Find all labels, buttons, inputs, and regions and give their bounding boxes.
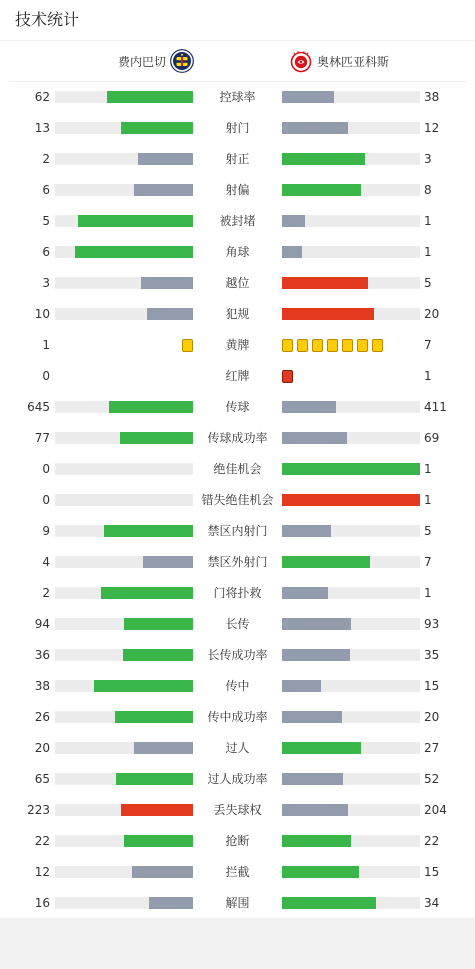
away-stat-bar — [282, 897, 376, 909]
away-stat-bar — [282, 866, 359, 878]
away-stat-bar-track — [282, 463, 420, 475]
yellow-card-icon — [312, 339, 323, 352]
panel-title: 技术统计 — [15, 10, 80, 29]
home-stat-bar-track — [55, 463, 193, 475]
away-stat-value: 22 — [424, 834, 440, 848]
stat-label: 长传 — [225, 617, 250, 631]
home-stat-value: 0 — [42, 493, 50, 507]
home-stat-value: 645 — [27, 400, 50, 414]
home-stat-value: 9 — [42, 524, 50, 538]
away-stat-bar-track — [282, 277, 420, 289]
away-stat-bar-track — [282, 556, 420, 568]
home-stat-bar-track — [55, 618, 193, 630]
home-stat-bar — [147, 308, 193, 320]
away-stat-bar — [282, 556, 370, 568]
away-stat-value: 20 — [424, 307, 440, 321]
home-stat-value: 13 — [34, 121, 50, 135]
away-stat-bar-track — [282, 122, 420, 134]
stat-row — [0, 645, 475, 665]
away-stat-bar-track — [282, 773, 420, 785]
away-stat-value: 7 — [424, 338, 432, 352]
away-stat-value: 38 — [424, 90, 440, 104]
olympiacos-crest-icon — [289, 49, 313, 73]
home-stat-bar-track — [55, 432, 193, 444]
away-stat-bar — [282, 246, 302, 258]
away-stat-bar-track — [282, 587, 420, 599]
away-stat-bar — [282, 711, 342, 723]
home-stat-bar — [75, 246, 193, 258]
home-stat-bar-track — [55, 866, 193, 878]
away-stat-value: 20 — [424, 710, 440, 724]
home-stat-value: 65 — [34, 772, 50, 786]
away-stat-value: 12 — [424, 121, 440, 135]
home-stat-bar-track — [55, 835, 193, 847]
away-stat-value: 5 — [424, 524, 432, 538]
home-stat-value: 2 — [42, 152, 50, 166]
home-stat-value: 3 — [42, 276, 50, 290]
home-stat-value: 6 — [42, 183, 50, 197]
home-stat-value: 0 — [42, 462, 50, 476]
away-stat-bar-track — [282, 215, 420, 227]
stat-label: 传球 — [225, 400, 250, 414]
header-divider — [9, 81, 466, 82]
stat-row — [0, 211, 475, 231]
away-stat-bar — [282, 401, 336, 413]
stat-label: 过人 — [225, 741, 250, 755]
away-stat-bar — [282, 587, 328, 599]
home-stat-value: 4 — [42, 555, 50, 569]
away-stat-value: 27 — [424, 741, 440, 755]
away-stat-bar — [282, 463, 420, 475]
away-stat-bar-track — [282, 308, 420, 320]
home-stat-value: 36 — [34, 648, 50, 662]
away-stat-value: 5 — [424, 276, 432, 290]
away-stat-bar-track — [282, 401, 420, 413]
away-stat-value: 93 — [424, 617, 440, 631]
stat-row — [0, 614, 475, 634]
home-stat-bar — [141, 277, 193, 289]
away-stat-bar — [282, 308, 374, 320]
away-stat-bar-track — [282, 897, 420, 909]
away-stat-bar-track — [282, 432, 420, 444]
stat-label: 传中成功率 — [207, 710, 268, 724]
home-stat-bar-track — [55, 773, 193, 785]
stat-row — [0, 738, 475, 758]
home-stat-value: 0 — [42, 369, 50, 383]
stat-row — [0, 242, 475, 262]
home-stat-bar-track — [55, 401, 193, 413]
stat-row — [0, 459, 475, 479]
home-stat-bar — [138, 153, 193, 165]
away-stat-bar — [282, 432, 347, 444]
yellow-card-icon — [372, 339, 383, 352]
stat-label: 射偏 — [225, 183, 250, 197]
away-stat-bar-track — [282, 184, 420, 196]
away-stat-bar-track — [282, 742, 420, 754]
stat-row — [0, 180, 475, 200]
away-stat-bar-track — [282, 153, 420, 165]
stat-label: 解围 — [225, 896, 250, 910]
yellow-card-icon — [357, 339, 368, 352]
home-stat-bar — [104, 525, 193, 537]
away-stat-value: 1 — [424, 493, 432, 507]
home-stat-bar — [121, 122, 193, 134]
stat-row — [0, 87, 475, 107]
away-stat-bar-track — [282, 618, 420, 630]
away-stat-bar-track — [282, 91, 420, 103]
home-stat-bar-track — [55, 897, 193, 909]
away-stat-bar-track — [282, 711, 420, 723]
stat-label: 黄牌 — [225, 338, 250, 352]
stat-label: 被封堵 — [219, 214, 256, 228]
stat-label: 长传成功率 — [207, 648, 268, 662]
away-stat-value: 8 — [424, 183, 432, 197]
home-stat-bar-track — [55, 680, 193, 692]
home-stat-value: 26 — [34, 710, 50, 724]
home-stat-bar — [123, 649, 193, 661]
away-stat-bar — [282, 153, 365, 165]
stat-row — [0, 428, 475, 448]
home-stat-bar — [132, 866, 193, 878]
stat-row — [0, 118, 475, 138]
home-stat-value: 94 — [34, 617, 50, 631]
away-stat-value: 15 — [424, 865, 440, 879]
yellow-card-icon — [297, 339, 308, 352]
yellow-card-icon — [282, 339, 293, 352]
home-stat-bar-track — [55, 91, 193, 103]
home-stat-bar-track — [55, 587, 193, 599]
away-stat-bar — [282, 835, 351, 847]
home-stat-bar — [78, 215, 193, 227]
home-stat-bar-track — [55, 277, 193, 289]
home-stat-value: 1 — [42, 338, 50, 352]
home-stat-bar — [116, 773, 193, 785]
away-stat-bar — [282, 91, 334, 103]
home-stat-bar — [124, 835, 193, 847]
home-stat-bar — [107, 91, 193, 103]
home-team-name: 费内巴切 — [118, 54, 167, 69]
away-stat-bar — [282, 680, 321, 692]
away-stat-bar — [282, 804, 348, 816]
stat-label: 传球成功率 — [207, 431, 268, 445]
stat-label: 过人成功率 — [207, 772, 268, 786]
away-stat-bar-track — [282, 525, 420, 537]
away-cards — [282, 339, 387, 352]
stat-row — [0, 676, 475, 696]
stat-label: 禁区内射门 — [207, 524, 268, 538]
home-stat-value: 10 — [34, 307, 50, 321]
stat-label: 绝佳机会 — [213, 462, 262, 476]
away-stat-value: 15 — [424, 679, 440, 693]
away-stat-bar — [282, 215, 305, 227]
home-stat-bar — [121, 804, 193, 816]
home-stat-bar — [94, 680, 193, 692]
home-stat-bar-track — [55, 711, 193, 723]
away-stat-value: 1 — [424, 462, 432, 476]
away-stat-bar — [282, 277, 368, 289]
away-stat-value: 35 — [424, 648, 440, 662]
home-team[interactable] — [118, 48, 194, 74]
stat-row — [0, 707, 475, 727]
stat-label: 错失绝佳机会 — [201, 493, 274, 507]
home-stat-value: 2 — [42, 586, 50, 600]
away-stat-bar — [282, 122, 348, 134]
home-stat-bar — [101, 587, 193, 599]
away-stat-bar — [282, 525, 331, 537]
away-stat-value: 1 — [424, 245, 432, 259]
home-stat-bar — [124, 618, 193, 630]
stat-label: 红牌 — [225, 369, 250, 383]
away-stat-bar-track — [282, 866, 420, 878]
away-stat-bar — [282, 494, 420, 506]
home-stat-bar-track — [55, 649, 193, 661]
stat-row — [0, 769, 475, 789]
away-team[interactable] — [289, 48, 389, 74]
away-stat-bar-track — [282, 649, 420, 661]
stat-label: 控球率 — [219, 90, 256, 104]
yellow-card-icon — [182, 339, 193, 352]
stat-row — [0, 304, 475, 324]
stat-row — [0, 335, 475, 355]
home-stat-bar-track — [55, 153, 193, 165]
title-divider — [0, 40, 475, 41]
home-stat-value: 38 — [34, 679, 50, 693]
stat-row — [0, 583, 475, 603]
red-card-icon — [282, 370, 293, 383]
home-stat-bar-track — [55, 122, 193, 134]
away-stat-bar-track — [282, 804, 420, 816]
home-stat-bar — [134, 184, 193, 196]
stat-label: 传中 — [225, 679, 250, 693]
away-stat-bar — [282, 649, 350, 661]
stat-row — [0, 552, 475, 572]
stat-row — [0, 273, 475, 293]
home-stat-bar-track — [55, 556, 193, 568]
home-stat-bar-track — [55, 494, 193, 506]
away-stat-value: 7 — [424, 555, 432, 569]
away-stat-value: 1 — [424, 369, 432, 383]
stat-label: 拦截 — [225, 865, 250, 879]
home-stat-bar — [149, 897, 193, 909]
home-stat-bar — [143, 556, 193, 568]
stat-row — [0, 366, 475, 386]
home-stat-bar-track — [55, 804, 193, 816]
home-stat-value: 223 — [27, 803, 50, 817]
stat-row — [0, 149, 475, 169]
yellow-card-icon — [327, 339, 338, 352]
away-stat-value: 1 — [424, 214, 432, 228]
stat-label: 射正 — [225, 152, 250, 166]
away-stat-bar — [282, 773, 343, 785]
stat-label: 门将扑救 — [213, 586, 262, 600]
stat-label: 犯规 — [225, 307, 250, 321]
away-stat-value: 34 — [424, 896, 440, 910]
away-stat-bar-track — [282, 246, 420, 258]
away-stat-bar-track — [282, 494, 420, 506]
away-stat-bar-track — [282, 680, 420, 692]
home-stat-value: 20 — [34, 741, 50, 755]
home-stat-value: 5 — [42, 214, 50, 228]
home-stat-bar-track — [55, 184, 193, 196]
home-stat-bar — [134, 742, 193, 754]
away-cards — [282, 370, 297, 383]
yellow-card-icon — [342, 339, 353, 352]
away-stat-bar — [282, 184, 361, 196]
home-stat-bar — [120, 432, 193, 444]
away-stat-value: 69 — [424, 431, 440, 445]
stat-row — [0, 831, 475, 851]
stat-label: 射门 — [225, 121, 250, 135]
home-stat-bar-track — [55, 525, 193, 537]
home-stat-bar-track — [55, 308, 193, 320]
away-stat-bar — [282, 618, 351, 630]
home-stat-bar-track — [55, 742, 193, 754]
stat-label: 丢失球权 — [213, 803, 262, 817]
home-stat-value: 22 — [34, 834, 50, 848]
away-stat-value: 411 — [424, 400, 447, 414]
home-stat-bar — [115, 711, 193, 723]
home-stat-value: 77 — [34, 431, 50, 445]
away-team-name: 奥林匹亚科斯 — [317, 54, 390, 69]
stat-row — [0, 521, 475, 541]
stat-label: 角球 — [225, 245, 250, 259]
away-stat-value: 52 — [424, 772, 440, 786]
home-stat-value: 62 — [34, 90, 50, 104]
away-stat-bar — [282, 742, 361, 754]
stat-label: 禁区外射门 — [207, 555, 268, 569]
home-stat-bar-track — [55, 246, 193, 258]
stat-row — [0, 397, 475, 417]
stat-row — [0, 800, 475, 820]
away-stat-bar-track — [282, 835, 420, 847]
home-stat-value: 6 — [42, 245, 50, 259]
away-stat-value: 1 — [424, 586, 432, 600]
fenerbahce-crest-icon — [170, 49, 194, 73]
home-stat-value: 12 — [34, 865, 50, 879]
home-stat-bar — [109, 401, 193, 413]
away-stat-value: 3 — [424, 152, 432, 166]
home-stat-value: 16 — [34, 896, 50, 910]
stat-label: 抢断 — [225, 834, 250, 848]
stat-label: 越位 — [225, 276, 250, 290]
stat-row — [0, 862, 475, 882]
stat-row — [0, 893, 475, 913]
home-stat-bar-track — [55, 215, 193, 227]
home-cards — [178, 339, 193, 352]
stat-row — [0, 490, 475, 510]
away-stat-value: 204 — [424, 803, 447, 817]
